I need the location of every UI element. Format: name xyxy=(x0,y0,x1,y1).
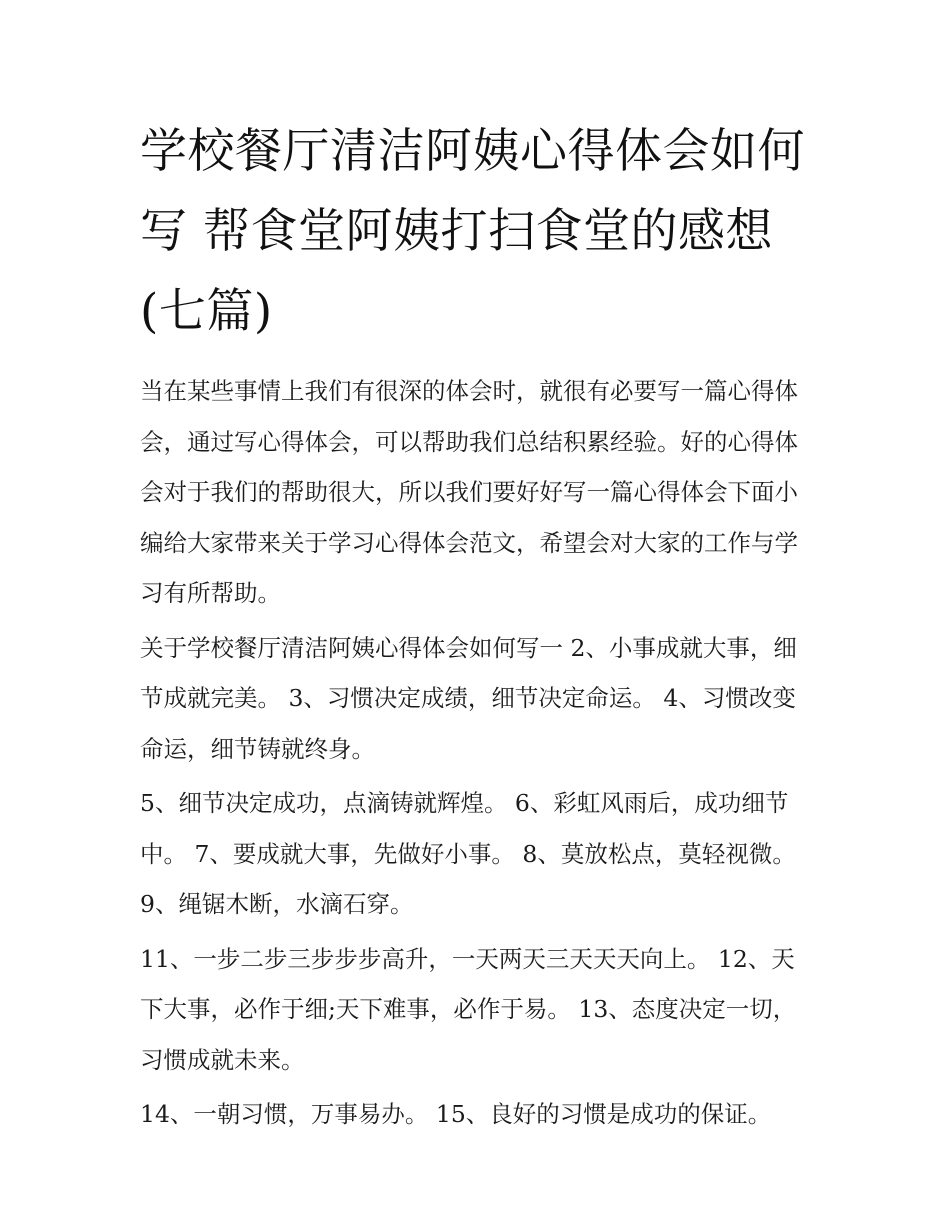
paragraph: 14、一朝习惯，万事易办。 15、良好的习惯是成功的保证。 xyxy=(140,1100,772,1128)
paragraph-intro: 当在某些事情上我们有很深的体会时，就很有必要写一篇心得体会，通过写心得体会，可以帮助我们总结积累经验。好的心得体会对于我们的帮助很大，所以我们要好好写一篇心得体会下面小编给大家带来关于学习心得体会范文，希望会对大家的工作与学习有所帮助。 xyxy=(140,377,798,607)
document-page xyxy=(140,112,816,1140)
paragraph: 关于学校餐厅清洁阿姨心得体会如何写一 2、小事成就大事，细节成就完美。 3、习惯决定成绩，细节决定命运。 4、习惯改变命运，细节铸就终身。 xyxy=(140,633,797,763)
paragraph: 11、一步二步三步步步高升，一天两天三天天天向上。 12、天下大事，必作于细;天下难事，必作于易。 13、态度决定一切，习惯成就未来。 xyxy=(140,944,797,1074)
document-title: 学校餐厅清洁阿姨心得体会如何写 帮食堂阿姨打扫食堂的感想(七篇) xyxy=(140,124,805,339)
paragraph: 5、细节决定成功，点滴铸就辉煌。 6、彩虹风雨后，成功细节中。 7、要成就大事，先做好小事。 8、莫放松点，莫轻视微。 9、绳锯木断，水滴石穿。 xyxy=(140,789,796,918)
